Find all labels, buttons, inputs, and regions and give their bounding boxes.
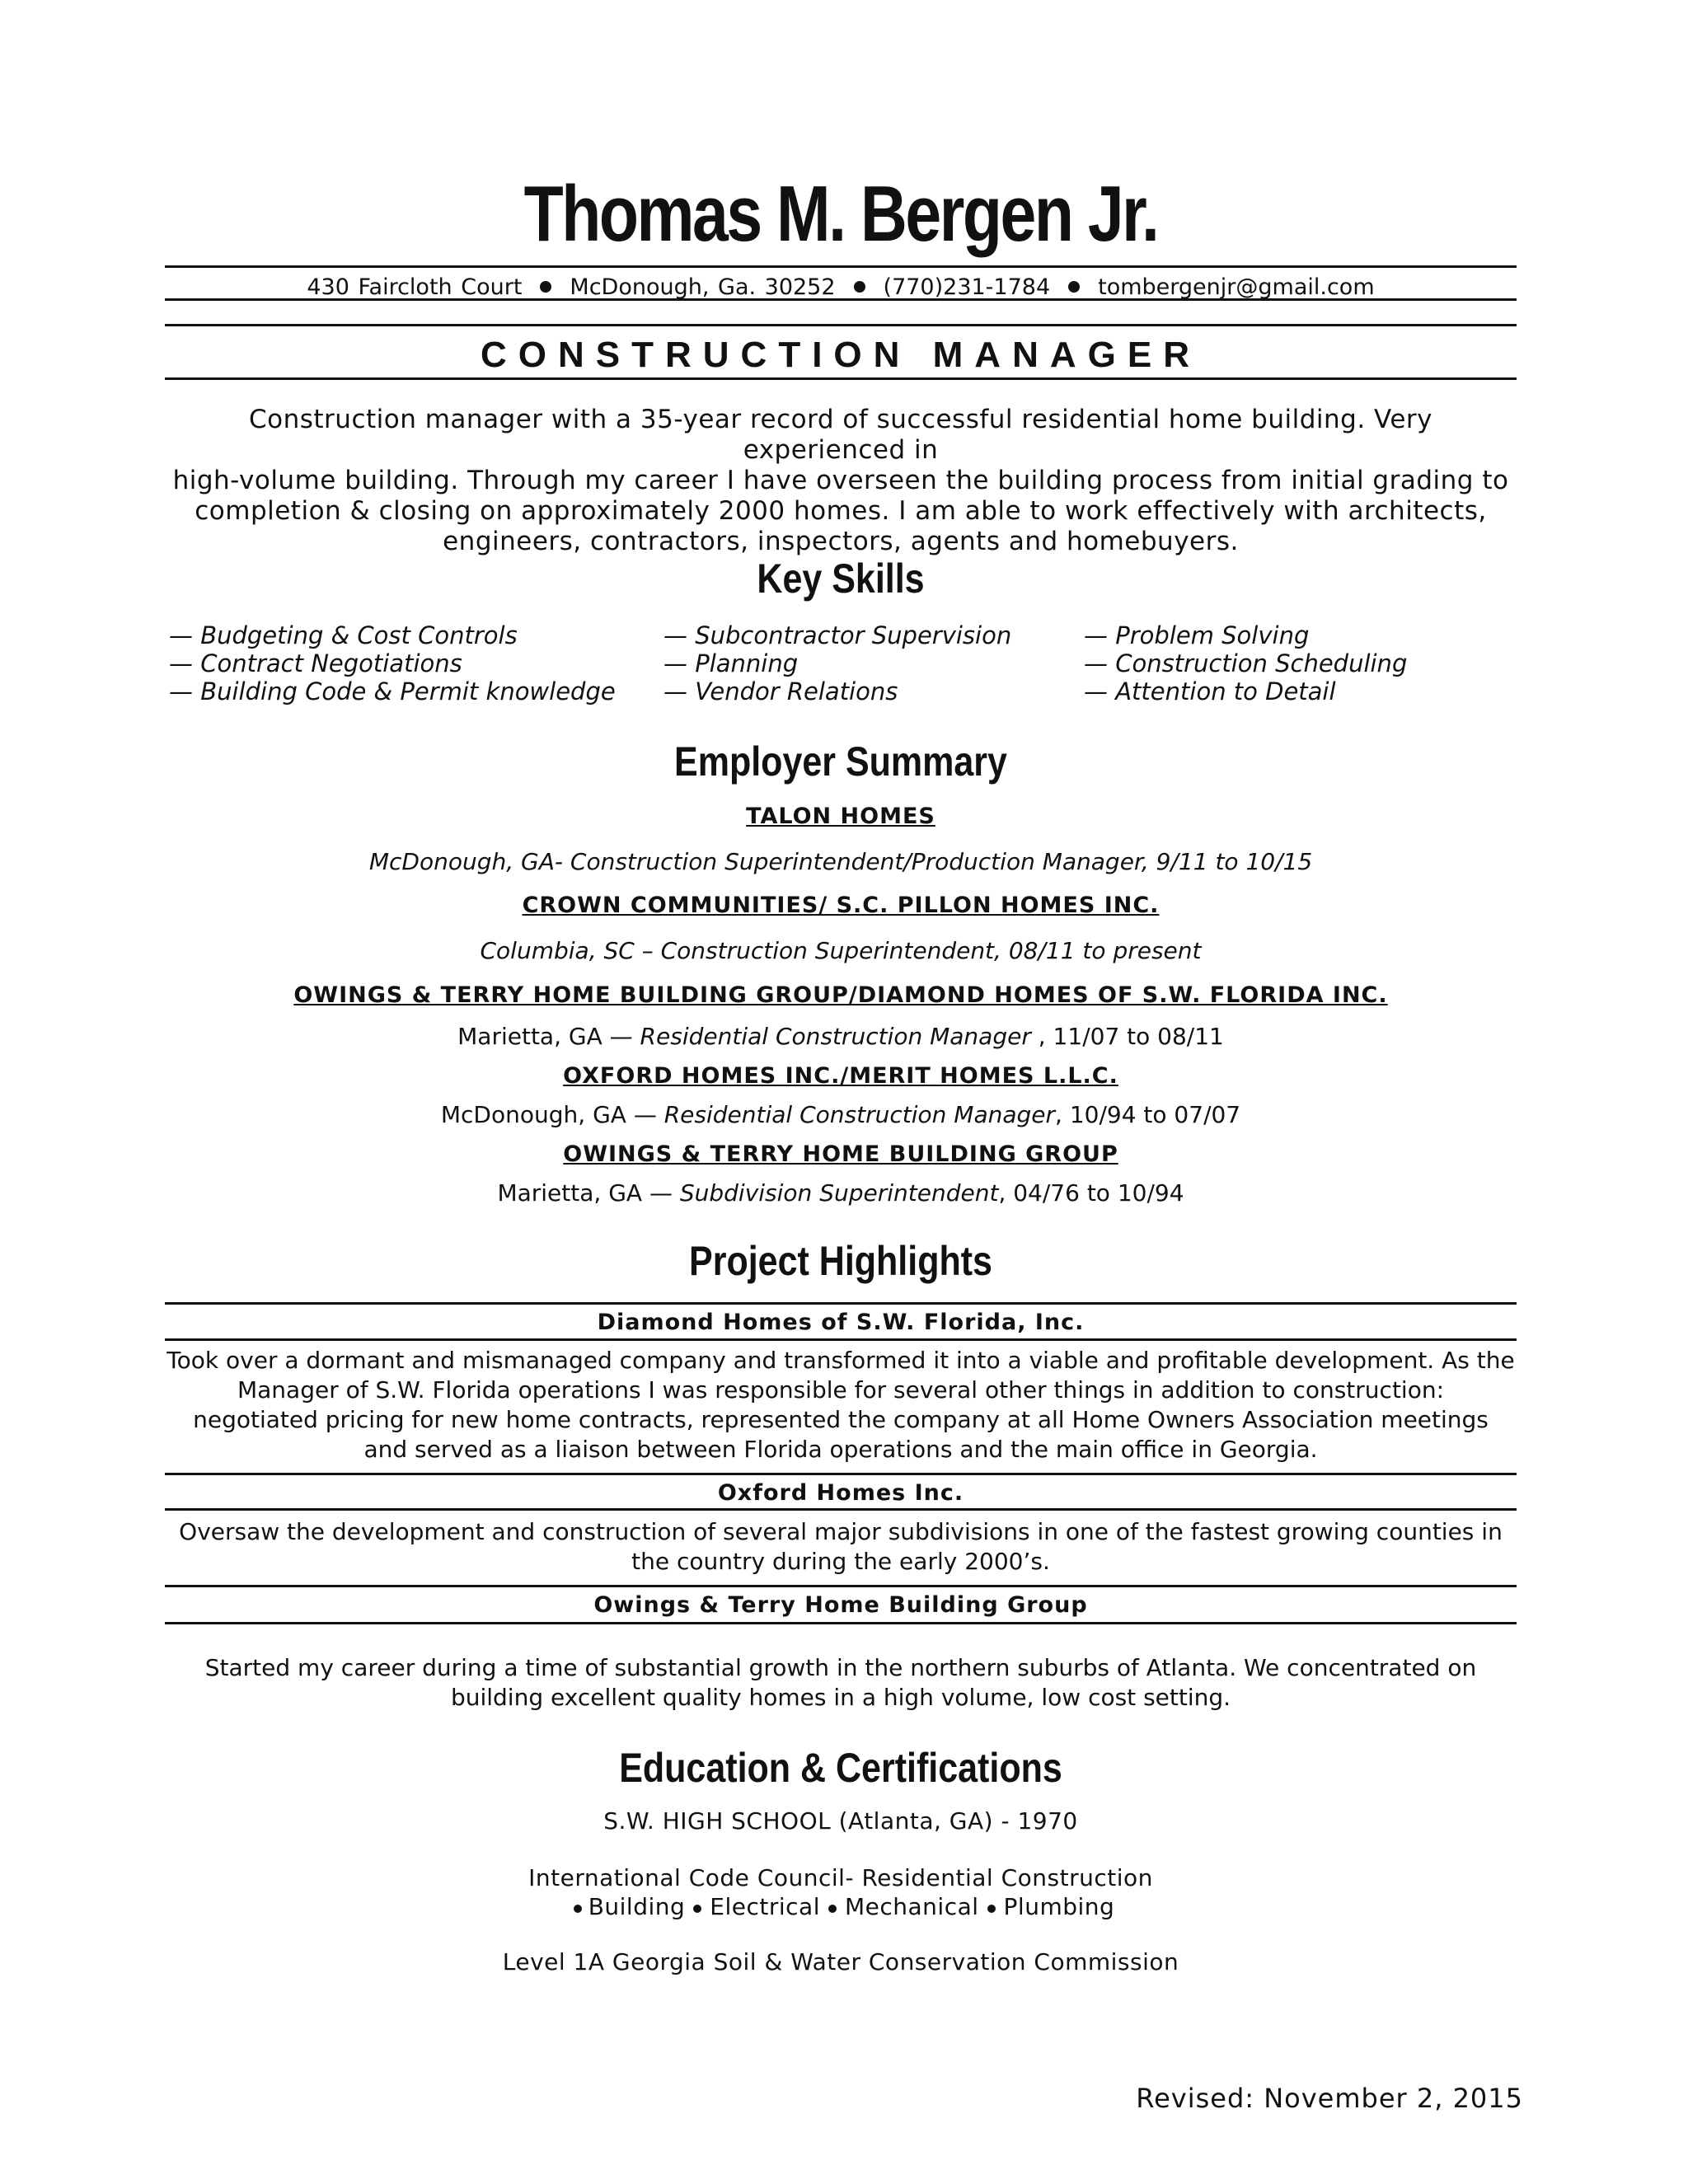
education-icc: International Code Council- Residential Construction (528, 1864, 1153, 1891)
bullet-icon (987, 1905, 996, 1913)
skill-item: — Building Code & Permit knowledge (169, 677, 616, 705)
employer-location: Marietta, GA — (457, 1023, 640, 1050)
employer-name: OXFORD HOMES INC./MERIT HOMES L.L.C. (563, 1063, 1118, 1089)
project-rule (165, 1508, 1517, 1511)
employer-dates: , 10/94 to 07/07 (1055, 1101, 1241, 1128)
icc-item: Plumbing (1003, 1893, 1115, 1920)
employer-role: Subdivision Superintendent (679, 1179, 999, 1207)
bullet-icon (1068, 281, 1080, 293)
employer-location: Marietta, GA — (497, 1179, 680, 1207)
project-line: Oversaw the development and construction of several major subdivisions in one of the fastest growing counties in (179, 1518, 1503, 1545)
bullet-icon (540, 281, 551, 293)
revised-date: Revised: November 2, 2015 (1136, 2083, 1523, 2114)
skill-item: — Problem Solving (1084, 621, 1310, 649)
skill-item: — Attention to Detail (1084, 677, 1336, 705)
summary-line: high-volume building. Through my career I have overseen the building process from initial grading to (172, 466, 1509, 495)
employer-role: Residential Construction Manager (640, 1023, 1031, 1050)
icc-item: Electrical (710, 1893, 820, 1920)
employer-detail (165, 936, 1517, 966)
headline-rule-bottom (165, 377, 1517, 380)
employer-detail (165, 847, 1517, 877)
bullet-icon (828, 1905, 837, 1913)
employer-detail (165, 1100, 1517, 1130)
employer-name: CROWN COMMUNITIES/ S.C. PILLON HOMES INC. (522, 893, 1160, 918)
contact-phone: (770)231-1784 (883, 274, 1051, 300)
contact-city: McDonough, Ga. 30252 (570, 274, 836, 300)
project-rule (165, 1302, 1517, 1305)
skills-column-3 (1084, 621, 1407, 705)
project-line: Took over a dormant and mismanaged company and transformed it into a viable and profitable development. As the (166, 1347, 1515, 1374)
bullet-icon (693, 1905, 701, 1913)
project-name: Owings & Terry Home Building Group (593, 1592, 1088, 1618)
project-line: Started my career during a time of substantial growth in the northern suburbs of Atlanta. We concentrated on (204, 1654, 1477, 1681)
bullet-icon (574, 1905, 582, 1913)
headline: CONSTRUCTION MANAGER (481, 335, 1201, 375)
professional-summary (165, 405, 1517, 557)
project-highlights-title: Project Highlights (689, 1238, 992, 1284)
employer-location: McDonough, GA — (440, 1101, 664, 1128)
header-rule-top (165, 265, 1517, 268)
employer-role: Construction Superintendent, 08/11 to present (660, 937, 1202, 964)
project-description (165, 1653, 1517, 1713)
employer-role: Construction Superintendent/Production Manager, 9/11 to 10/15 (570, 848, 1313, 875)
project-line: the country during the early 2000’s. (631, 1548, 1050, 1575)
skill-item: — Contract Negotiations (169, 649, 462, 677)
employer-dates: , 11/07 to 08/11 (1030, 1023, 1224, 1050)
project-rule (165, 1622, 1517, 1624)
project-description (165, 1346, 1517, 1465)
education-georgia: Level 1A Georgia Soil & Water Conservation Commission (502, 1948, 1179, 1975)
skill-item: — Subcontractor Supervision (663, 621, 1012, 649)
summary-line: completion & closing on approximately 2000 homes. I am able to work effectively with architects, (195, 496, 1487, 526)
project-line: Manager of S.W. Florida operations I was responsible for several other things in addition to construction: (237, 1376, 1445, 1404)
education-school: S.W. HIGH SCHOOL (Atlanta, GA) - 1970 (603, 1807, 1078, 1835)
employer-summary-title: Employer Summary (674, 738, 1007, 785)
skill-item: — Construction Scheduling (1084, 649, 1408, 677)
skill-item: — Planning (663, 649, 799, 677)
contact-address: 430 Faircloth Court (307, 274, 523, 300)
employer-detail (165, 1179, 1517, 1208)
project-rule (165, 1473, 1517, 1475)
project-name: Diamond Homes of S.W. Florida, Inc. (597, 1310, 1085, 1335)
employer-name: OWINGS & TERRY HOME BUILDING GROUP (563, 1141, 1118, 1167)
summary-line: engineers, contractors, inspectors, agents and homebuyers. (443, 527, 1239, 556)
project-line: negotiated pricing for new home contracts, represented the company at all Home Owners Association meetings (193, 1406, 1489, 1433)
skills-column-1 (169, 621, 616, 705)
summary-line: Construction manager with a 35-year record of successful residential home building. Very experienced in (248, 405, 1432, 465)
skills-column-2 (663, 621, 1011, 705)
employer-location: Columbia, SC – (480, 937, 661, 964)
employer-detail (165, 1022, 1517, 1052)
project-rule (165, 1585, 1517, 1587)
employer-location: McDonough, GA- (368, 848, 570, 875)
employer-role: Residential Construction Manager (663, 1101, 1056, 1128)
employer-dates: , 04/76 to 10/94 (998, 1179, 1184, 1207)
employer-name: TALON HOMES (746, 804, 935, 829)
bullet-icon (854, 281, 865, 293)
employer-name: OWINGS & TERRY HOME BUILDING GROUP/DIAMOND HOMES OF S.W. FLORIDA INC. (293, 982, 1388, 1008)
candidate-name: Thomas M. Bergen Jr. (523, 170, 1158, 258)
headline-rule-top (165, 324, 1517, 326)
skill-item: — Budgeting & Cost Controls (169, 621, 518, 649)
icc-item: Building (588, 1893, 686, 1920)
contact-email[interactable]: tombergenjr@gmail.com (1098, 274, 1375, 300)
project-description (165, 1517, 1517, 1577)
project-line: building excellent quality homes in a high volume, low cost setting. (450, 1684, 1231, 1711)
project-rule (165, 1338, 1517, 1341)
icc-item: Mechanical (844, 1893, 979, 1920)
project-line: and served as a liaison between Florida operations and the main office in Georgia. (363, 1436, 1318, 1463)
project-name: Oxford Homes Inc. (717, 1480, 964, 1506)
education-title: Education & Certifications (619, 1745, 1062, 1791)
header-rule-bottom (165, 298, 1517, 301)
education-icc-items (165, 1892, 1517, 1922)
skills-title: Key Skills (757, 555, 925, 602)
skill-item: — Vendor Relations (663, 677, 898, 705)
